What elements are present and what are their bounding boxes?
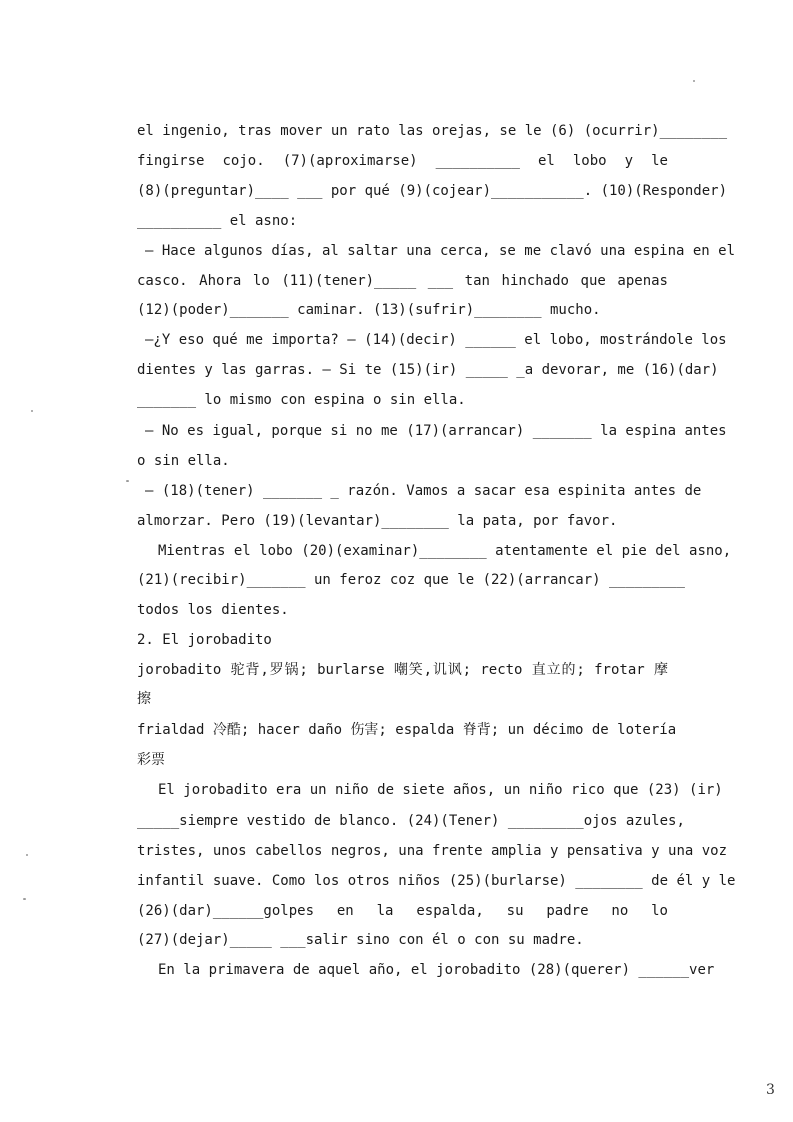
text-line: almorzar. Pero (19)(levantar)________ la pata, por favor. [137, 513, 618, 529]
text-line: El jorobadito era un niño de siete años, un niño rico que (23) (ir) [158, 782, 723, 798]
text-line: (27)(dejar)_____ ___salir sino con él o con su madre. [137, 932, 584, 948]
scan-speck [31, 410, 33, 412]
page-number: 3 [766, 1082, 775, 1098]
vocabulary-line: jorobadito 驼背,罗锅; burlarse 嘲笑,讥讽; recto 直立的; frotar 摩 [137, 662, 668, 678]
text-line: (8)(preguntar)____ ___ por qué (9)(cojear)___________. (10)(Responder) [137, 183, 728, 199]
text-line: – No es igual, porque si no me (17)(arrancar) _______ la espina antes [145, 423, 727, 439]
vocabulary-line: 彩票 [137, 752, 165, 768]
text-line: o sin ella. [137, 453, 230, 469]
text-line: casco. Ahora lo (11)(tener)_____ ___ tan hinchado que apenas [137, 273, 668, 289]
text-line: infantil suave. Como los otros niños (25)(burlarse) ________ de él y le [137, 873, 736, 889]
vocabulary-line: 擦 [137, 691, 151, 707]
text-line: – Hace algunos días, al saltar una cerca, se me clavó una espina en el [145, 243, 736, 259]
text-line: (12)(poder)_______ caminar. (13)(sufrir)________ mucho. [137, 302, 601, 318]
text-line: – (18)(tener) _______ _ razón. Vamos a sacar esa espinita antes de [145, 483, 702, 499]
scan-speck [126, 480, 129, 482]
text-line: (21)(recibir)_______ un feroz coz que le (22)(arrancar) _________ [137, 572, 685, 588]
scan-speck [693, 80, 695, 82]
scan-speck [26, 854, 28, 856]
text-line: tristes, unos cabellos negros, una frente amplia y pensativa y una voz [137, 843, 728, 859]
text-line: __________ el asno: [137, 213, 298, 229]
text-line: todos los dientes. [137, 602, 289, 618]
text-line: (26)(dar)______golpes en la espalda, su padre no lo [137, 903, 668, 919]
text-line: Mientras el lobo (20)(examinar)________ atentamente el pie del asno, [158, 543, 732, 559]
text-line: el ingenio, tras mover un rato las orejas, se le (6) (ocurrir)________ [137, 123, 728, 139]
section-heading: 2. El jorobadito [137, 632, 272, 648]
vocabulary-line: frialdad 冷酷; hacer daño 伤害; espalda 脊背; un décimo de lotería [137, 722, 677, 738]
scan-speck [23, 898, 26, 900]
text-line: –¿Y eso qué me importa? – (14)(decir) ______ el lobo, mostrándole los [145, 332, 727, 348]
text-line: dientes y las garras. – Si te (15)(ir) _____ _a devorar, me (16)(dar) [137, 362, 719, 378]
text-line: En la primavera de aquel año, el jorobadito (28)(querer) ______ver [158, 962, 715, 978]
text-line: fingirse cojo. (7)(aproximarse) __________ el lobo y le [137, 153, 668, 169]
text-line: _____siempre vestido de blanco. (24)(Tener) _________ojos azules, [137, 813, 685, 829]
text-line: _______ lo mismo con espina o sin ella. [137, 392, 466, 408]
